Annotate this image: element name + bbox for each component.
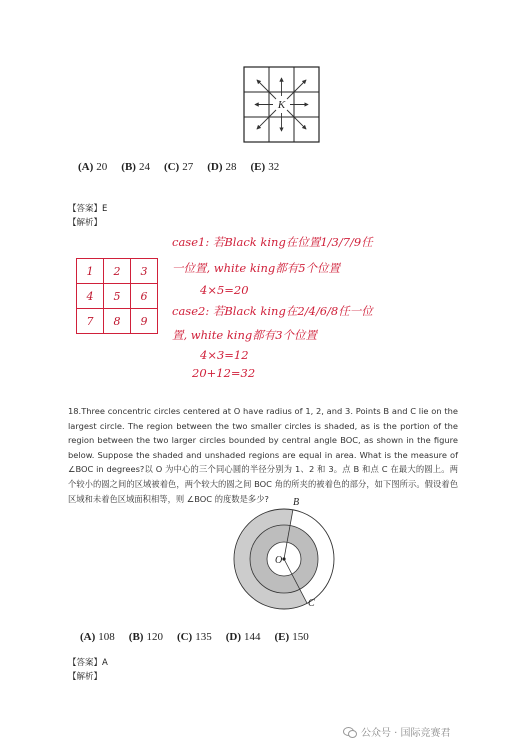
q18-choice-b: (B) 120 [128,631,163,643]
king-moves-figure [243,66,321,144]
hand-line: 4×3=12 [200,348,249,362]
footer-watermark [343,724,451,739]
q18-choice-d: (D) 144 [225,631,261,643]
q18-text-en: 18.Three concentric circles centered at O have radius of 1, 2, and 3. Points B and C lie on the largest circle. The region between the two smaller circles is shaded, as is the portion of the region between the two larger circles bounded by central angle BOC, as shown in the figure below. Suppose the shaded and unshaded regions are equal in area. What is the measure of ∠BOC in degrees? [68,406,458,475]
king-label: K [277,99,286,111]
q17-analysis-label: 【解析】 [68,218,103,228]
concentric-circles-figure [231,506,337,612]
grid-cell: 2 [104,259,131,284]
q18-choice-e: (E) 150 [274,631,309,643]
hand-line: 置, white king都有3个位置 [172,328,318,342]
q18-text-zh: 以 O 为中心的三个同心圆的半径分别为 1、2 和 3。点 B 和点 C 在最大的圆上。两个较小的圆之间的区域被着色，两个较大的圆之间 BOC 角的所夹的被着色的部分，如下图所示。假设着色区域和未着色区域面积相等，则 ∠BOC 的度数是多少? [68,464,459,504]
q18-question [68,404,458,506]
hand-line: case1: 若Black king在位置1/3/7/9任 [172,235,373,249]
grid-cell: 5 [104,284,131,309]
center-o-label: O [275,555,283,566]
hand-line: case2: 若Black king在2/4/6/8任一位 [172,304,373,318]
q18-choice-a: (A) 108 [80,631,115,643]
hand-line: 20+12=32 [192,366,256,380]
footer-source: 公众号 · 国际竞赛君 [361,728,451,739]
grid-cell: 6 [131,284,158,309]
point-c-label: C [308,598,315,609]
grid-cell: 7 [77,309,104,334]
grid-cell: 1 [77,259,104,284]
q17-choice-a: (A) 20 [78,161,108,173]
q17-choice-b: (B) 24 [121,161,150,173]
q17-choice-c: (C) 27 [163,161,194,173]
position-grid [76,258,158,334]
q17-choices [78,161,293,173]
q18-choice-c: (C) 135 [176,631,212,643]
q18-answer: 【答案】A [68,658,108,668]
handwritten-solution [68,230,398,380]
wechat-icon [343,726,357,737]
q17-choice-e: (E) 32 [250,161,280,173]
hand-line: 4×5=20 [200,283,249,297]
grid-cell: 3 [131,259,158,284]
grid-cell: 8 [104,309,131,334]
hand-line: 一位置, white king都有5个位置 [172,261,341,275]
q17-choice-d: (D) 28 [207,161,237,173]
q18-analysis-label: 【解析】 [68,672,103,682]
grid-cell: 9 [131,309,158,334]
q18-choices [80,631,323,643]
point-b-label: B [293,497,300,508]
grid-cell: 4 [77,284,104,309]
q17-answer: 【答案】E [68,204,108,214]
